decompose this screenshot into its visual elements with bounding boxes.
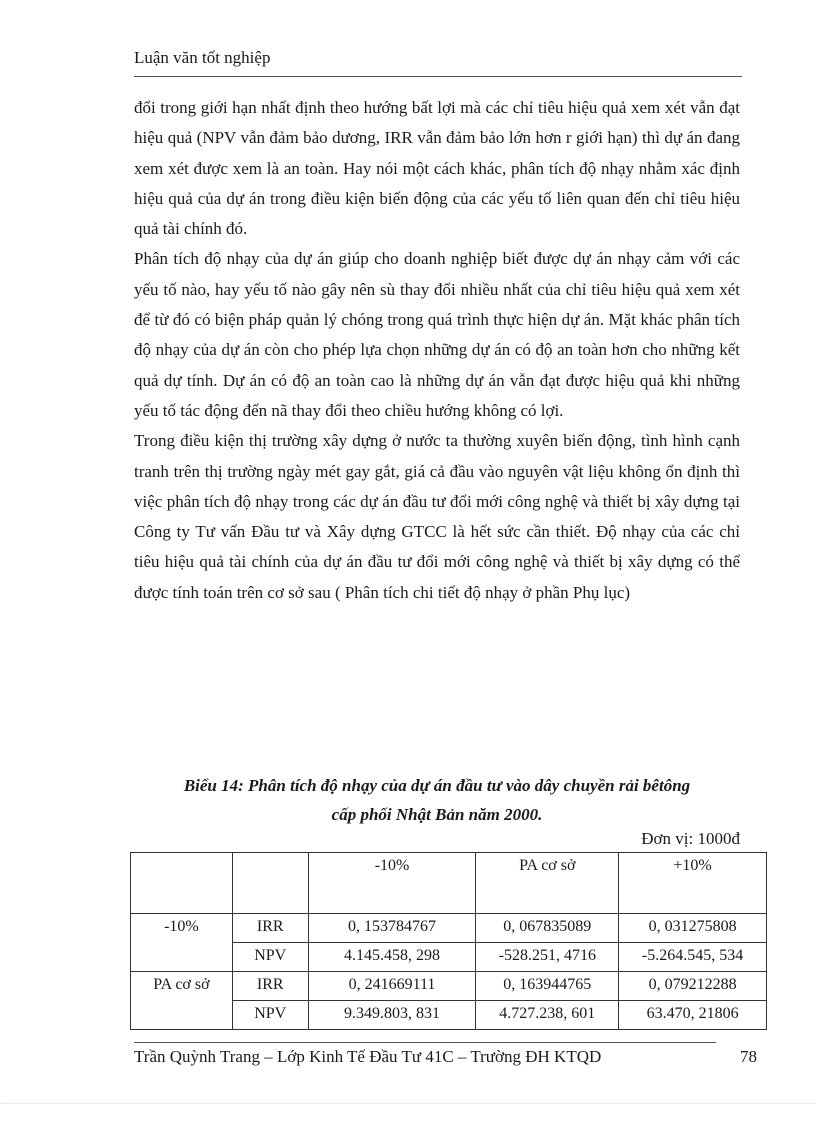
column-header: PA cơ sở <box>476 853 619 914</box>
table-header-row <box>131 853 767 914</box>
metric-cell: NPV <box>232 1001 308 1030</box>
paragraph-1: đổi trong giới hạn nhất định theo hướng bất lợi mà các chỉ tiêu hiệu quả xem xét vẫn đạt hiệu quả (NPV vẫn đảm bảo dương, IRR vẫn đảm bảo lớn hơn r giới hạn) thì dự án đang xem xét được xem là an toàn. Hay nói một cách khác, phân tích độ nhạy nhằm xác định hiệu quả của dự án trong điều kiện biến động của các yếu tố liên quan đến chỉ tiêu hiệu quả tài chính đó. <box>134 98 740 239</box>
value-cell: 0, 163944765 <box>476 972 619 1001</box>
table-row <box>131 914 767 943</box>
metric-cell: NPV <box>232 943 308 972</box>
page-bottom-edge <box>0 1103 816 1104</box>
page-number: 78 <box>740 1047 757 1066</box>
footer-divider <box>134 1042 716 1043</box>
metric-cell: IRR <box>232 972 308 1001</box>
paragraph-2: Phân tích độ nhạy của dự án giúp cho doanh nghiệp biết được dự án nhạy cảm với các yếu tố nào, hay yếu tố nào gây nên sù thay đổi nhiều nhất của chỉ tiêu hiệu quả xem xét để từ đó có biện pháp quản lý chóng trong quá trình thực hiện dự án. Mặt khác phân tích độ nhạy của dự án còn cho phép lựa chọn những dự án có độ an toàn hơn cho những kết quả dự tính. Dự án có độ an toàn cao là những dự án vẫn đạt được hiệu quả khi những yếu tố tác động đến nã thay đổi theo chiều hướng không có lợi. <box>134 249 740 420</box>
caption-line-1: Biểu 14: Phân tích độ nhạy của dự án đầu tư vào dây chuyền rải bêtông <box>183 776 691 795</box>
caption-line-2: cấp phối Nhật Bản năm 2000. <box>331 805 543 824</box>
value-cell: 0, 241669111 <box>308 972 476 1001</box>
value-cell: 9.349.803, 831 <box>308 1001 476 1030</box>
header-empty-cell <box>131 853 233 914</box>
row-group-label: -10% <box>131 914 233 972</box>
body-text <box>134 93 740 608</box>
page-header-title: Luận văn tốt nghiệp <box>134 48 271 67</box>
paragraph-3: Trong điều kiện thị trường xây dựng ở nước ta thường xuyên biến động, tình hình cạnh tranh trên thị trường ngày mét gay gắt, giá cả đầu vào nguyên vật liệu không ổn định thì việc phân tích độ nhạy trong các dự án đầu tư đổi mới công nghệ và thiết bị xây dựng tại Công ty Tư vấn Đầu tư và Xây dựng GTCC là hết sức cần thiết. Độ nhạy của các chỉ tiêu hiệu quả tài chính của dự án đầu tư đổi mới công nghệ và thiết bị xây dựng có thể được tính toán trên cơ sở sau ( Phân tích chi tiết độ nhạy ở phần Phụ lục) <box>134 431 740 602</box>
value-cell: -528.251, 4716 <box>476 943 619 972</box>
metric-cell: IRR <box>232 914 308 943</box>
column-header: +10% <box>619 853 767 914</box>
value-cell: -5.264.545, 534 <box>619 943 767 972</box>
value-cell: 4.727.238, 601 <box>476 1001 619 1030</box>
header-divider <box>134 76 742 77</box>
value-cell: 0, 067835089 <box>476 914 619 943</box>
footer-text: Trần Quỳnh Trang – Lớp Kinh Tế Đầu Tư 41C – Trường ĐH KTQD <box>134 1047 602 1066</box>
value-cell: 63.470, 21806 <box>619 1001 767 1030</box>
sensitivity-table <box>130 852 767 1030</box>
table-caption <box>134 771 740 829</box>
value-cell: 0, 153784767 <box>308 914 476 943</box>
column-header: -10% <box>308 853 476 914</box>
value-cell: 0, 031275808 <box>619 914 767 943</box>
value-cell: 0, 079212288 <box>619 972 767 1001</box>
row-group-label: PA cơ sở <box>131 972 233 1030</box>
header-empty-cell <box>232 853 308 914</box>
value-cell: 4.145.458, 298 <box>308 943 476 972</box>
table-row <box>131 972 767 1001</box>
unit-label: Đơn vị: 1000đ <box>641 829 740 848</box>
